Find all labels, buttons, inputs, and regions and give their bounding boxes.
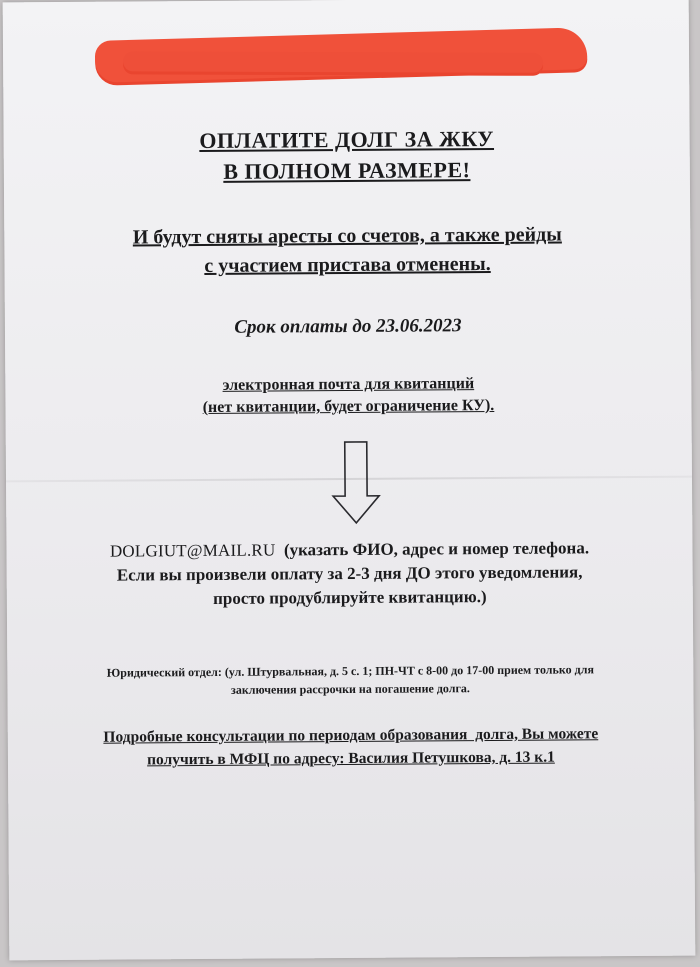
down-arrow-icon <box>331 440 382 526</box>
subheading-line-1: И будут сняты аресты со счетов, а также рейды <box>132 223 562 249</box>
email-note-line-1: электронная почта для квитанций <box>222 375 475 394</box>
heading-line-1: ОПЛАТИТЕ ДОЛГ ЗА ЖКУ <box>199 125 495 154</box>
email-note <box>5 372 691 421</box>
contact-email: DOLGIUT@MAIL.RU <box>109 540 276 561</box>
contact-line-2: Если вы произвели оплату за 2-3 дня ДО этого уведомления, <box>116 562 583 585</box>
payment-deadline: Срок оплаты до 23.06.2023 <box>234 315 462 338</box>
consultation-line-2: получить в МФЦ по адресу: Василия Петушкова, д. 13 к.1 <box>147 748 555 769</box>
notice-heading <box>4 122 690 189</box>
consultation-info <box>8 722 694 773</box>
contact-line-1-rest: (указать ФИО, адрес и номер телефона. <box>275 538 590 560</box>
redaction-mark-overlap <box>123 51 543 72</box>
paper-sheet <box>3 0 696 960</box>
contact-line-3: просто продублируйте квитанцию.) <box>212 587 487 608</box>
notice-subheading <box>4 220 690 283</box>
contact-block <box>6 536 692 613</box>
email-note-line-2: (нет квитанции, будет ограничение КУ). <box>202 396 495 417</box>
legal-line-1: Юридический отдел: (ул. Штурвальная, д. 5 с. 1; ПН-ЧТ с 8-00 до 17-00 прием только для <box>106 662 594 680</box>
legal-line-2: заключения рассрочки на погашение долга. <box>230 681 470 697</box>
heading-line-2: В ПОЛНОМ РАЗМЕРЕ! <box>223 157 471 184</box>
consultation-line-1: Подробные консультации по периодам образования долга, Вы можете <box>103 725 599 746</box>
subheading-line-2: с участием пристава отменены. <box>204 253 491 278</box>
legal-department <box>7 660 693 701</box>
